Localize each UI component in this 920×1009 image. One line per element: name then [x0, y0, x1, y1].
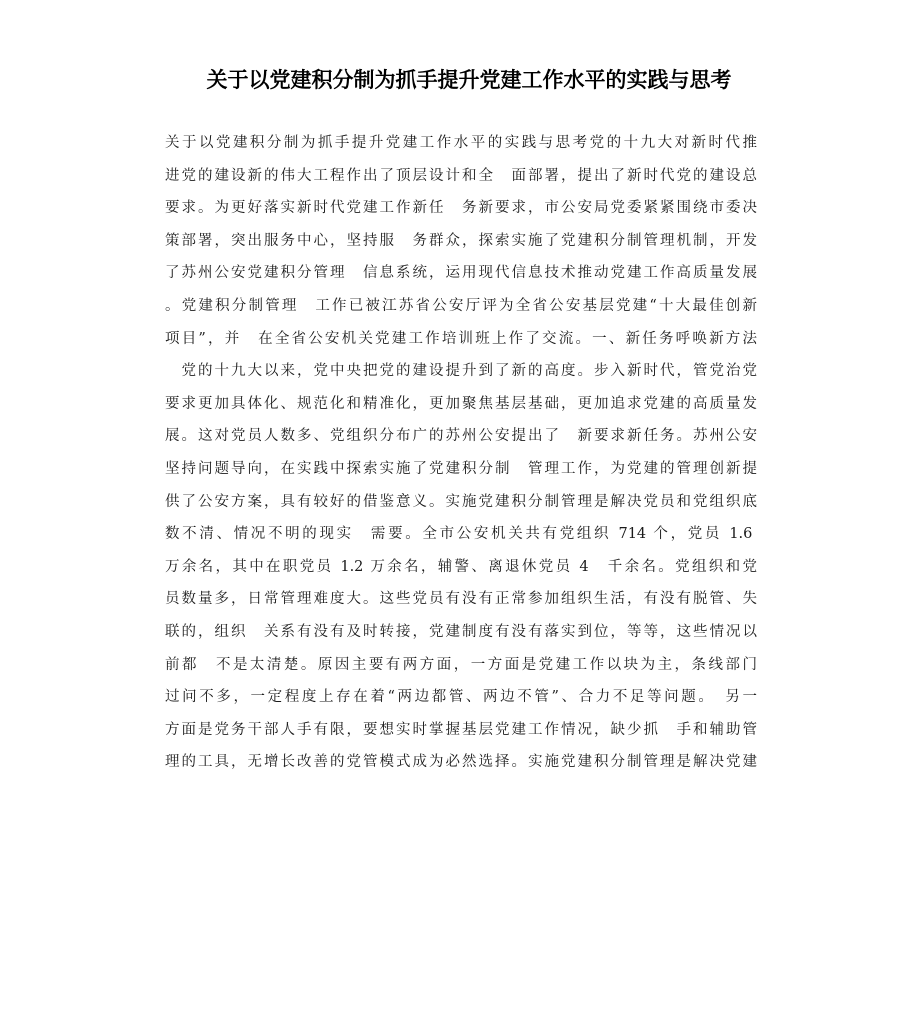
body-line: 关于以党建积分制为抓手提升党建工作水平的实践与思考党的十九大对新时代推 [165, 135, 757, 151]
body-line: 员数量多，日常管理难度大。这些党员有没有正常参加组织生活，有没有脱管、失 [165, 591, 757, 608]
body-line: 理的工具，无增长改善的党管模式成为必然选择。实施党建积分制管理是解决党建 [165, 754, 757, 771]
body-line: 方面是党务干部人手有限，要想实时掌握基层党建工作情况，缺少抓 手和辅助管 [165, 721, 757, 738]
body-line: 数不清、情况不明的现实 需要。全市公安机关共有党组织 714 个，党员 1.6 [165, 526, 757, 543]
body-line: 展。这对党员人数多、党组织分布广的苏州公安提出了 新要求新任务。苏州公安 [165, 428, 757, 445]
document-body [165, 127, 757, 779]
body-line: 坚持问题导向，在实践中探索实施了党建积分制 管理工作，为党建的管理创新提 [165, 460, 757, 477]
body-line: 供了公安方案，具有较好的借鉴意义。实施党建积分制管理是解决党员和党组织底 [165, 493, 757, 510]
body-line: 联的，组织 关系有没有及时转接，党建制度有没有落实到位，等等，这些情况以 [165, 623, 757, 640]
body-line: 要求更加具体化、规范化和精准化，更加聚焦基层基础，更加追求党建的高质量发 [165, 395, 757, 412]
body-line: 了苏州公安党建积分管理 信息系统，运用现代信息技术推动党建工作高质量发展 [165, 265, 757, 282]
document-title: 关于以党建积分制为抓手提升党建工作水平的实践与思考 [206, 68, 732, 92]
body-line: 项目”，并 在全省公安机关党建工作培训班上作了交流。一、新任务呼唤新方法 [165, 330, 757, 347]
body-line: 前都 不是太清楚。原因主要有两方面，一方面是党建工作以块为主，条线部门 [165, 656, 757, 673]
body-line: 党的十九大以来，党中央把党的建设提升到了新的高度。步入新时代，管党治党 [165, 363, 757, 380]
body-line: 。党建积分制管理 工作已被江苏省公安厅评为全省公安基层党建“十大最佳创新 [165, 297, 757, 314]
body-line: 万余名，其中在职党员 1.2 万余名，辅警、离退休党员 4 千余名。党组织和党 [165, 558, 757, 575]
body-line: 进党的建设新的伟大工程作出了顶层设计和全 面部署，提出了新时代党的建设总 [165, 167, 757, 184]
body-line: 过问不多，一定程度上存在着“两边都管、两边不管”、合力不足等问题。 另一 [165, 689, 757, 706]
body-line: 要求。为更好落实新时代党建工作新任 务新要求，市公安局党委紧紧围绕市委决 [165, 200, 757, 217]
body-line: 策部署，突出服务中心，坚持服 务群众，探索实施了党建积分制管理机制，开发 [165, 232, 757, 249]
